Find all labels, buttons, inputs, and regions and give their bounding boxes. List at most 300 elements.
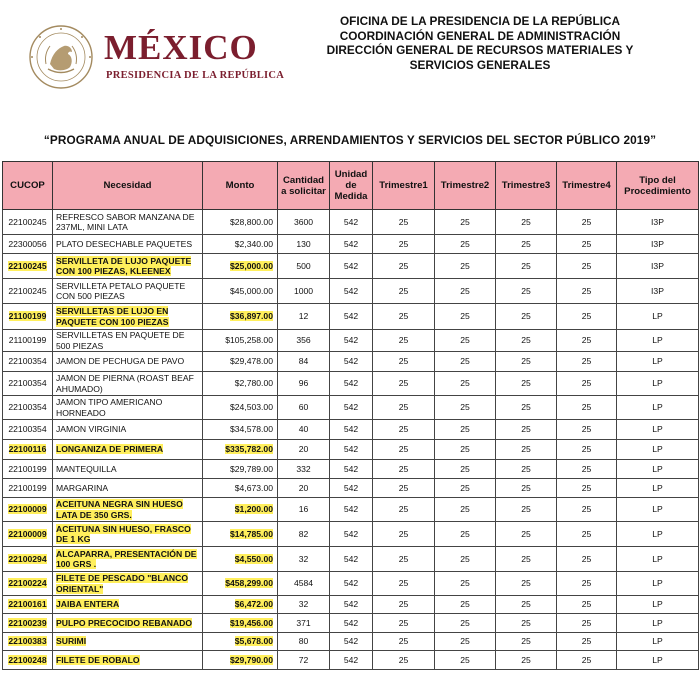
cell-text: 25 bbox=[581, 311, 592, 322]
cell-unidad bbox=[330, 235, 373, 254]
cell-necesidad bbox=[53, 596, 203, 614]
cell-text: $14,785.00 bbox=[229, 528, 273, 539]
cell-text: JAMON VIRGINIA bbox=[56, 424, 127, 435]
cell-text: 22100224 bbox=[8, 578, 47, 589]
cell-t1 bbox=[373, 372, 435, 396]
cell-tipo bbox=[617, 254, 699, 279]
cell-text: 25 bbox=[521, 599, 531, 610]
cell-text: 371 bbox=[296, 617, 311, 628]
cell-t3 bbox=[496, 522, 557, 547]
cell-text: $6,472.00 bbox=[234, 599, 273, 610]
cell-tipo bbox=[617, 460, 699, 479]
cell-necesidad bbox=[53, 235, 203, 254]
cell-text: PLATO DESECHABLE PAQUETES bbox=[56, 238, 193, 249]
cell-text: I3P bbox=[651, 238, 664, 249]
cell-unidad bbox=[330, 572, 373, 596]
cell-text: 25 bbox=[581, 578, 592, 589]
cell-t2 bbox=[435, 572, 496, 596]
cell-tipo bbox=[617, 279, 699, 304]
column-header-t1: Trimestre1 bbox=[373, 162, 435, 210]
cell-text: 25 bbox=[581, 335, 592, 346]
cell-t2 bbox=[435, 304, 496, 330]
cell-text: 22100354 bbox=[8, 378, 47, 389]
cell-monto bbox=[203, 498, 278, 522]
cell-text: 25 bbox=[581, 654, 592, 665]
cell-text: 25 bbox=[581, 402, 592, 413]
cell-monto bbox=[203, 254, 278, 279]
cell-text: 25 bbox=[398, 654, 409, 665]
cell-t2 bbox=[435, 396, 496, 420]
cell-unidad bbox=[330, 460, 373, 479]
table-row bbox=[3, 498, 699, 522]
cell-t3 bbox=[496, 235, 557, 254]
cell-cucop bbox=[3, 304, 53, 330]
cell-text: 25 bbox=[460, 356, 470, 367]
cell-text: LP bbox=[652, 444, 663, 455]
cell-text: 25 bbox=[398, 260, 409, 271]
cell-text: 1000 bbox=[293, 285, 314, 296]
cell-tipo bbox=[617, 396, 699, 420]
cell-cantidad bbox=[278, 522, 330, 547]
cell-text: $28,800.00 bbox=[229, 216, 273, 227]
cell-text: 25 bbox=[460, 402, 470, 413]
cell-tipo bbox=[617, 210, 699, 235]
cell-text: 72 bbox=[298, 654, 309, 665]
cell-text: 25 bbox=[460, 216, 470, 227]
cell-cucop bbox=[3, 596, 53, 614]
cell-monto bbox=[203, 330, 278, 352]
cell-text: 22100239 bbox=[8, 617, 47, 628]
table-row bbox=[3, 479, 699, 498]
cell-text: 22100248 bbox=[8, 654, 47, 665]
table-row bbox=[3, 352, 699, 372]
cell-t4 bbox=[557, 651, 617, 670]
cell-text: JAMON DE PIERNA (ROAST BEAF AHUMADO) bbox=[56, 373, 194, 394]
cell-text: 25 bbox=[398, 335, 409, 346]
cell-t2 bbox=[435, 254, 496, 279]
cell-text: 22100245 bbox=[8, 216, 47, 227]
cell-text: $29,478.00 bbox=[229, 356, 273, 367]
cell-text: 60 bbox=[298, 402, 309, 413]
table-row bbox=[3, 330, 699, 352]
cell-text: 25 bbox=[398, 553, 409, 564]
cell-t4 bbox=[557, 440, 617, 460]
cell-text: SERVILLETAS DE LUJO EN PAQUETE CON 100 PIEZAS bbox=[56, 306, 169, 327]
cell-text: MARGARINA bbox=[56, 482, 109, 493]
cell-text: 22100009 bbox=[8, 504, 47, 515]
table-row bbox=[3, 210, 699, 235]
cell-text: 25 bbox=[521, 356, 531, 367]
cell-t1 bbox=[373, 596, 435, 614]
cell-text: 25 bbox=[521, 482, 531, 493]
cell-text: 25 bbox=[581, 424, 592, 435]
cell-cantidad bbox=[278, 279, 330, 304]
cell-cantidad bbox=[278, 210, 330, 235]
cell-text: 25 bbox=[521, 378, 531, 389]
cell-cucop bbox=[3, 372, 53, 396]
cell-cucop bbox=[3, 460, 53, 479]
cell-t1 bbox=[373, 235, 435, 254]
cell-text: 542 bbox=[343, 216, 359, 227]
cell-t2 bbox=[435, 498, 496, 522]
cell-t3 bbox=[496, 210, 557, 235]
cell-t2 bbox=[435, 522, 496, 547]
column-header-necesidad: Necesidad bbox=[53, 162, 203, 210]
cell-text: 22100199 bbox=[8, 482, 47, 493]
cell-text: 25 bbox=[460, 444, 470, 455]
cell-unidad bbox=[330, 440, 373, 460]
cell-necesidad bbox=[53, 440, 203, 460]
cell-t4 bbox=[557, 572, 617, 596]
cell-cantidad bbox=[278, 304, 330, 330]
cell-text: 542 bbox=[343, 335, 359, 346]
cell-t3 bbox=[496, 614, 557, 633]
cell-t1 bbox=[373, 210, 435, 235]
table-row bbox=[3, 396, 699, 420]
cell-unidad bbox=[330, 279, 373, 304]
column-header-monto: Monto bbox=[203, 162, 278, 210]
cell-text: 542 bbox=[343, 356, 359, 367]
cell-text: 25 bbox=[460, 238, 470, 249]
cell-text: 25 bbox=[581, 260, 592, 271]
cell-text: 25 bbox=[460, 378, 470, 389]
cell-text: PULPO PRECOCIDO REBANADO bbox=[56, 617, 193, 628]
cell-cucop bbox=[3, 547, 53, 572]
cell-text: 25 bbox=[521, 285, 531, 296]
logo-subtitle: PRESIDENCIA DE LA REPÚBLICA bbox=[106, 70, 285, 81]
cell-text: JAMON DE PECHUGA DE PAVO bbox=[56, 356, 185, 367]
cell-text: 25 bbox=[460, 578, 470, 589]
cell-t4 bbox=[557, 235, 617, 254]
cell-t2 bbox=[435, 479, 496, 498]
cell-text: 25 bbox=[521, 578, 531, 589]
cell-t4 bbox=[557, 633, 617, 651]
cell-t2 bbox=[435, 633, 496, 651]
cell-necesidad bbox=[53, 352, 203, 372]
cell-text: 542 bbox=[343, 617, 359, 628]
cell-monto bbox=[203, 420, 278, 440]
cell-text: SERVILLETA PETALO PAQUETE CON 500 PIEZAS bbox=[56, 280, 186, 301]
cell-text: 21100199 bbox=[8, 335, 47, 346]
cell-text: 542 bbox=[343, 424, 359, 435]
cell-text: LP bbox=[652, 463, 663, 474]
cell-text: 22100354 bbox=[8, 424, 47, 435]
cell-t4 bbox=[557, 352, 617, 372]
cell-necesidad bbox=[53, 330, 203, 352]
cell-monto bbox=[203, 614, 278, 633]
cell-text: 25 bbox=[521, 311, 531, 322]
cell-cantidad bbox=[278, 614, 330, 633]
cell-text: 25 bbox=[398, 617, 409, 628]
cell-t4 bbox=[557, 396, 617, 420]
cell-text: 25 bbox=[460, 335, 470, 346]
cell-text: 542 bbox=[343, 504, 359, 515]
cell-t1 bbox=[373, 440, 435, 460]
cell-text: 25 bbox=[460, 424, 470, 435]
cell-necesidad bbox=[53, 614, 203, 633]
cell-t1 bbox=[373, 460, 435, 479]
cell-necesidad bbox=[53, 498, 203, 522]
cell-t1 bbox=[373, 304, 435, 330]
cell-t2 bbox=[435, 235, 496, 254]
cell-text: 500 bbox=[296, 260, 311, 271]
cell-text: 542 bbox=[343, 463, 359, 474]
cell-text: 542 bbox=[343, 260, 359, 271]
cell-text: 25 bbox=[398, 356, 409, 367]
cell-text: 32 bbox=[298, 599, 309, 610]
cell-unidad bbox=[330, 304, 373, 330]
cell-cucop bbox=[3, 479, 53, 498]
cell-tipo bbox=[617, 651, 699, 670]
cell-necesidad bbox=[53, 522, 203, 547]
cell-t2 bbox=[435, 330, 496, 352]
cell-text: JAIBA ENTERA bbox=[56, 599, 120, 610]
table-row bbox=[3, 460, 699, 479]
cell-text: $29,790.00 bbox=[229, 654, 273, 665]
cell-t1 bbox=[373, 254, 435, 279]
cell-text: 332 bbox=[296, 463, 311, 474]
cell-monto bbox=[203, 304, 278, 330]
cell-text: $25,000.00 bbox=[229, 260, 273, 271]
cell-text: LP bbox=[652, 356, 663, 367]
cell-cantidad bbox=[278, 498, 330, 522]
cell-t4 bbox=[557, 614, 617, 633]
cell-t1 bbox=[373, 396, 435, 420]
cell-text: MANTEQUILLA bbox=[56, 463, 117, 474]
cell-t2 bbox=[435, 460, 496, 479]
column-header-t3: Trimestre3 bbox=[496, 162, 557, 210]
cell-text: LP bbox=[652, 311, 663, 322]
cell-text: 25 bbox=[460, 553, 470, 564]
cell-text: SURIMI bbox=[56, 636, 87, 647]
column-header-tipo: Tipo del Procedimiento bbox=[617, 162, 699, 210]
cell-tipo bbox=[617, 330, 699, 352]
cell-text: 3600 bbox=[293, 216, 314, 227]
cell-text: 25 bbox=[398, 463, 409, 474]
cell-text: $458,299.00 bbox=[225, 578, 273, 589]
cell-text: 25 bbox=[398, 504, 409, 515]
cell-text: 542 bbox=[343, 528, 359, 539]
cell-monto bbox=[203, 479, 278, 498]
cell-text: 16 bbox=[298, 504, 309, 515]
cell-cucop bbox=[3, 352, 53, 372]
cell-text: 25 bbox=[460, 636, 470, 647]
cell-text: LP bbox=[652, 378, 663, 389]
cell-t3 bbox=[496, 596, 557, 614]
cell-t3 bbox=[496, 651, 557, 670]
cell-necesidad bbox=[53, 396, 203, 420]
cell-t2 bbox=[435, 440, 496, 460]
cell-cucop bbox=[3, 235, 53, 254]
cell-text: 25 bbox=[581, 444, 592, 455]
cell-t1 bbox=[373, 633, 435, 651]
cell-monto bbox=[203, 547, 278, 572]
cell-text: LP bbox=[652, 617, 663, 628]
cell-text: 22100245 bbox=[8, 260, 47, 271]
cell-text: LP bbox=[652, 424, 663, 435]
cell-text: I3P bbox=[651, 216, 664, 227]
cell-t2 bbox=[435, 372, 496, 396]
cell-t1 bbox=[373, 547, 435, 572]
cell-unidad bbox=[330, 396, 373, 420]
cell-text: 25 bbox=[521, 402, 531, 413]
cell-cucop bbox=[3, 330, 53, 352]
cell-text: 25 bbox=[460, 463, 470, 474]
cell-text: LP bbox=[652, 528, 663, 539]
cell-unidad bbox=[330, 479, 373, 498]
cell-t2 bbox=[435, 210, 496, 235]
cell-text: $24,503.00 bbox=[229, 402, 273, 413]
cell-monto bbox=[203, 352, 278, 372]
cell-cucop bbox=[3, 572, 53, 596]
cell-text: 25 bbox=[581, 482, 592, 493]
cell-text: 25 bbox=[521, 617, 531, 628]
cell-text: 22100161 bbox=[8, 599, 47, 610]
cell-text: 542 bbox=[343, 636, 359, 647]
cell-tipo bbox=[617, 547, 699, 572]
cell-text: 542 bbox=[343, 599, 359, 610]
cell-t4 bbox=[557, 330, 617, 352]
cell-tipo bbox=[617, 596, 699, 614]
cell-t4 bbox=[557, 254, 617, 279]
cell-unidad bbox=[330, 651, 373, 670]
cell-cantidad bbox=[278, 460, 330, 479]
cell-unidad bbox=[330, 352, 373, 372]
table-row bbox=[3, 614, 699, 633]
cell-text: I3P bbox=[651, 260, 664, 271]
cell-unidad bbox=[330, 330, 373, 352]
cell-text: 96 bbox=[298, 378, 309, 389]
cell-text: FILETE DE PESCADO "BLANCO ORIENTAL" bbox=[56, 573, 189, 594]
cell-text: 25 bbox=[398, 402, 409, 413]
cell-cantidad bbox=[278, 254, 330, 279]
cell-t3 bbox=[496, 304, 557, 330]
cell-t1 bbox=[373, 522, 435, 547]
cell-text: 25 bbox=[460, 617, 470, 628]
cell-text: 25 bbox=[521, 504, 531, 515]
cell-t2 bbox=[435, 352, 496, 372]
cell-t4 bbox=[557, 420, 617, 440]
cell-unidad bbox=[330, 633, 373, 651]
cell-text: 25 bbox=[398, 482, 409, 493]
cell-necesidad bbox=[53, 279, 203, 304]
cell-text: 542 bbox=[343, 578, 359, 589]
cell-t3 bbox=[496, 396, 557, 420]
cell-text: 25 bbox=[398, 311, 409, 322]
cell-text: 25 bbox=[521, 424, 531, 435]
cell-t4 bbox=[557, 479, 617, 498]
document-header bbox=[0, 0, 700, 120]
cell-cucop bbox=[3, 614, 53, 633]
cell-t4 bbox=[557, 522, 617, 547]
cell-t4 bbox=[557, 596, 617, 614]
cell-text: ACEITUNA SIN HUESO, FRASCO DE 1 KG bbox=[56, 523, 191, 544]
cell-t4 bbox=[557, 279, 617, 304]
cell-text: 25 bbox=[521, 654, 531, 665]
cell-text: 25 bbox=[581, 504, 592, 515]
cell-text: 22100199 bbox=[8, 463, 47, 474]
cell-cucop bbox=[3, 633, 53, 651]
cell-text: REFRESCO SABOR MANZANA DE 237ML, MINI LATA bbox=[56, 211, 195, 232]
cell-tipo bbox=[617, 420, 699, 440]
cell-t3 bbox=[496, 352, 557, 372]
cell-cantidad bbox=[278, 372, 330, 396]
cell-t3 bbox=[496, 440, 557, 460]
cell-text: LP bbox=[652, 402, 663, 413]
cell-tipo bbox=[617, 352, 699, 372]
cell-t2 bbox=[435, 279, 496, 304]
cell-monto bbox=[203, 279, 278, 304]
cell-tipo bbox=[617, 522, 699, 547]
cell-t4 bbox=[557, 210, 617, 235]
cell-cucop bbox=[3, 420, 53, 440]
cell-text: 25 bbox=[521, 444, 531, 455]
cell-monto bbox=[203, 440, 278, 460]
cell-monto bbox=[203, 651, 278, 670]
cell-text: 40 bbox=[298, 424, 309, 435]
cell-text: 25 bbox=[398, 528, 409, 539]
cell-t2 bbox=[435, 614, 496, 633]
cell-cantidad bbox=[278, 330, 330, 352]
cell-tipo bbox=[617, 633, 699, 651]
cell-necesidad bbox=[53, 651, 203, 670]
column-header-cantidad: Cantidad a solicitar bbox=[278, 162, 330, 210]
table-row bbox=[3, 651, 699, 670]
cell-necesidad bbox=[53, 633, 203, 651]
office-line: OFICINA DE LA PRESIDENCIA DE LA REPÚBLICA bbox=[339, 14, 621, 28]
table-row bbox=[3, 633, 699, 651]
cell-t2 bbox=[435, 596, 496, 614]
cell-text: 25 bbox=[398, 238, 409, 249]
cell-text: $29,789.00 bbox=[229, 463, 273, 474]
cell-unidad bbox=[330, 210, 373, 235]
cell-unidad bbox=[330, 596, 373, 614]
table-row bbox=[3, 440, 699, 460]
cell-tipo bbox=[617, 440, 699, 460]
office-line: COORDINACIÓN GENERAL DE ADMINISTRACIÓN bbox=[339, 28, 621, 43]
cell-text: 25 bbox=[398, 285, 409, 296]
cell-text: LP bbox=[652, 636, 663, 647]
cell-text: 25 bbox=[581, 356, 592, 367]
cell-text: 130 bbox=[296, 238, 311, 249]
cell-text: $2,780.00 bbox=[234, 378, 273, 389]
cell-cantidad bbox=[278, 235, 330, 254]
cell-t3 bbox=[496, 372, 557, 396]
cell-text: LP bbox=[652, 578, 663, 589]
cell-text: I3P bbox=[651, 285, 664, 296]
cell-t3 bbox=[496, 633, 557, 651]
cell-text: $1,200.00 bbox=[234, 504, 273, 515]
cell-text: 12 bbox=[298, 311, 309, 322]
cell-cantidad bbox=[278, 596, 330, 614]
cell-cantidad bbox=[278, 352, 330, 372]
cell-tipo bbox=[617, 235, 699, 254]
table-row bbox=[3, 547, 699, 572]
cell-cantidad bbox=[278, 420, 330, 440]
cell-text: ALCAPARRA, PRESENTACIÓN DE 100 GRS . bbox=[56, 548, 197, 569]
cell-tipo bbox=[617, 479, 699, 498]
cell-text: 25 bbox=[521, 463, 531, 474]
cell-cantidad bbox=[278, 547, 330, 572]
cell-text: 25 bbox=[581, 553, 592, 564]
cell-necesidad bbox=[53, 420, 203, 440]
cell-unidad bbox=[330, 254, 373, 279]
cell-cucop bbox=[3, 279, 53, 304]
cell-t3 bbox=[496, 330, 557, 352]
cell-text: 25 bbox=[581, 238, 592, 249]
cell-text: $335,782.00 bbox=[225, 444, 273, 455]
table-row bbox=[3, 235, 699, 254]
